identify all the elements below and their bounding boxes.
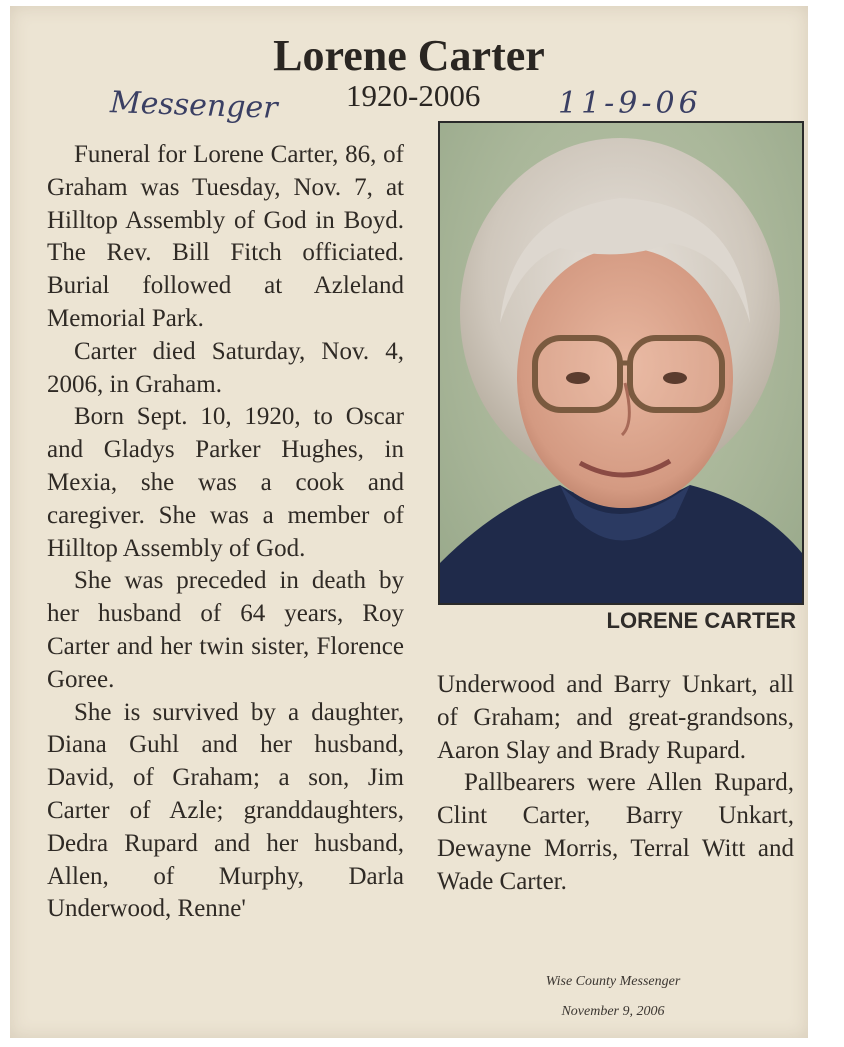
paragraph-pallbearers: Pallbearers were Allen Rupard, Clint Carter, Barry Unkart, Dewayne Morris, Terral Witt and Wade Carter. [437, 769, 794, 895]
source-date: November 9, 2006 [561, 1004, 665, 1019]
life-years: 1920-2006 [346, 78, 481, 113]
newspaper-clipping [10, 6, 808, 1038]
photo-caption: LORENE CARTER [606, 608, 796, 633]
paragraph-birth: Born Sept. 10, 1920, to Oscar and Gladys Parker Hughes, in Mexia, she was a cook and caregiver. She was a member of Hilltop Assembly of God. [47, 403, 404, 562]
portrait-photo [438, 121, 804, 605]
handwritten-source-note: Messenger [109, 85, 279, 126]
obituary-left-column [47, 139, 404, 926]
paragraph-survivors-continued: Underwood and Barry Unkart, all of Graham; and great-grandsons, Aaron Slay and Brady Rupard. [437, 671, 794, 764]
paragraph-death: Carter died Saturday, Nov. 4, 2006, in Graham. [47, 337, 404, 398]
source-publication: Wise County Messenger [545, 974, 681, 989]
portrait-illustration [440, 123, 802, 603]
paragraph-survivors: She is survived by a daughter, Diana Guhl and her husband, David, of Graham; a son, Jim Carter of Azle; granddaughters, Dedra Rupard and her husband, Allen, of Murphy, Darla Underwood, Renne' [47, 698, 404, 923]
paragraph-funeral: Funeral for Lorene Carter, 86, of Graham was Tuesday, Nov. 7, at Hilltop Assembly of God in Boyd. The Rev. Bill Fitch officiated. Burial followed at Azleland Memorial Park. [47, 141, 404, 332]
paragraph-preceded: She was preceded in death by her husband of 64 years, Roy Carter and her twin sister, Florence Goree. [47, 567, 404, 693]
obituary-headline: Lorene Carter [273, 31, 545, 80]
obituary-right-column [437, 669, 794, 899]
handwritten-date-note: 11-9-06 [558, 86, 702, 121]
